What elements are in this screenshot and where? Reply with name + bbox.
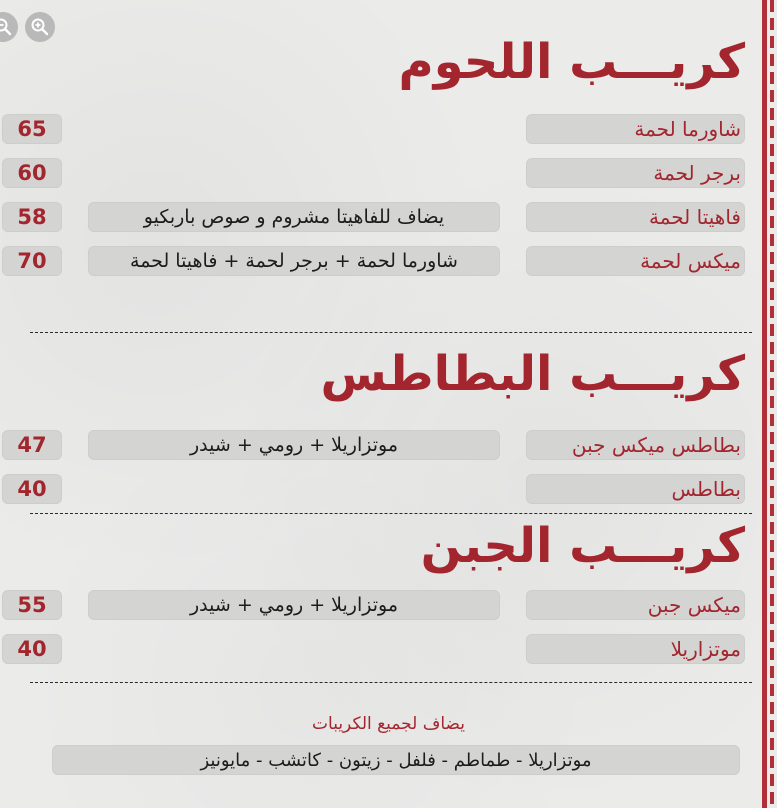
item-description: يضاف للفاهيتا مشروم و صوص باربكيو	[143, 206, 445, 228]
item-name: شاورما لحمة	[634, 117, 741, 141]
item-description: شاورما لحمة + برجر لحمة + فاهيتا لحمة	[130, 250, 458, 272]
extras-list: موتزاريلا - طماطم - فلفل - زيتون - كاتشب - مايونيز	[200, 749, 592, 771]
item-name: فاهيتا لحمة	[648, 205, 741, 229]
item-name: موتزاريلا	[670, 637, 741, 661]
border-rail-solid	[762, 0, 767, 808]
item-price: 70	[17, 249, 47, 273]
extras-title: يضاف لجميع الكريبات	[312, 714, 465, 734]
item-price: 65	[17, 117, 47, 141]
item-name: ميكس جبن	[647, 593, 741, 617]
item-description: موتزاريلا + رومي + شيدر	[190, 594, 399, 616]
item-price: 58	[17, 205, 47, 229]
item-name: بطاطس ميكس جبن	[571, 433, 741, 457]
section-divider	[30, 682, 752, 683]
section-title-potato: كريـــب البطاطس	[320, 346, 745, 402]
item-name: بطاطس	[671, 477, 741, 501]
item-price: 47	[17, 433, 47, 457]
zoom-in-icon	[30, 17, 50, 37]
section-title-meat: كريـــب اللحوم	[398, 34, 745, 90]
zoom-out-icon	[0, 17, 13, 37]
item-name: برجر لحمة	[653, 161, 741, 185]
item-price: 40	[17, 637, 47, 661]
border-rail-dashed	[770, 0, 774, 808]
section-divider	[30, 332, 752, 333]
item-price: 40	[17, 477, 47, 501]
section-title-cheese: كريـــب الجبن	[420, 518, 745, 574]
zoom-out-button[interactable]	[0, 12, 18, 42]
item-name: ميكس لحمة	[640, 249, 741, 273]
item-price: 60	[17, 161, 47, 185]
zoom-in-button[interactable]	[25, 12, 55, 42]
item-description: موتزاريلا + رومي + شيدر	[190, 434, 399, 456]
section-divider	[30, 513, 752, 514]
item-price: 55	[17, 593, 47, 617]
